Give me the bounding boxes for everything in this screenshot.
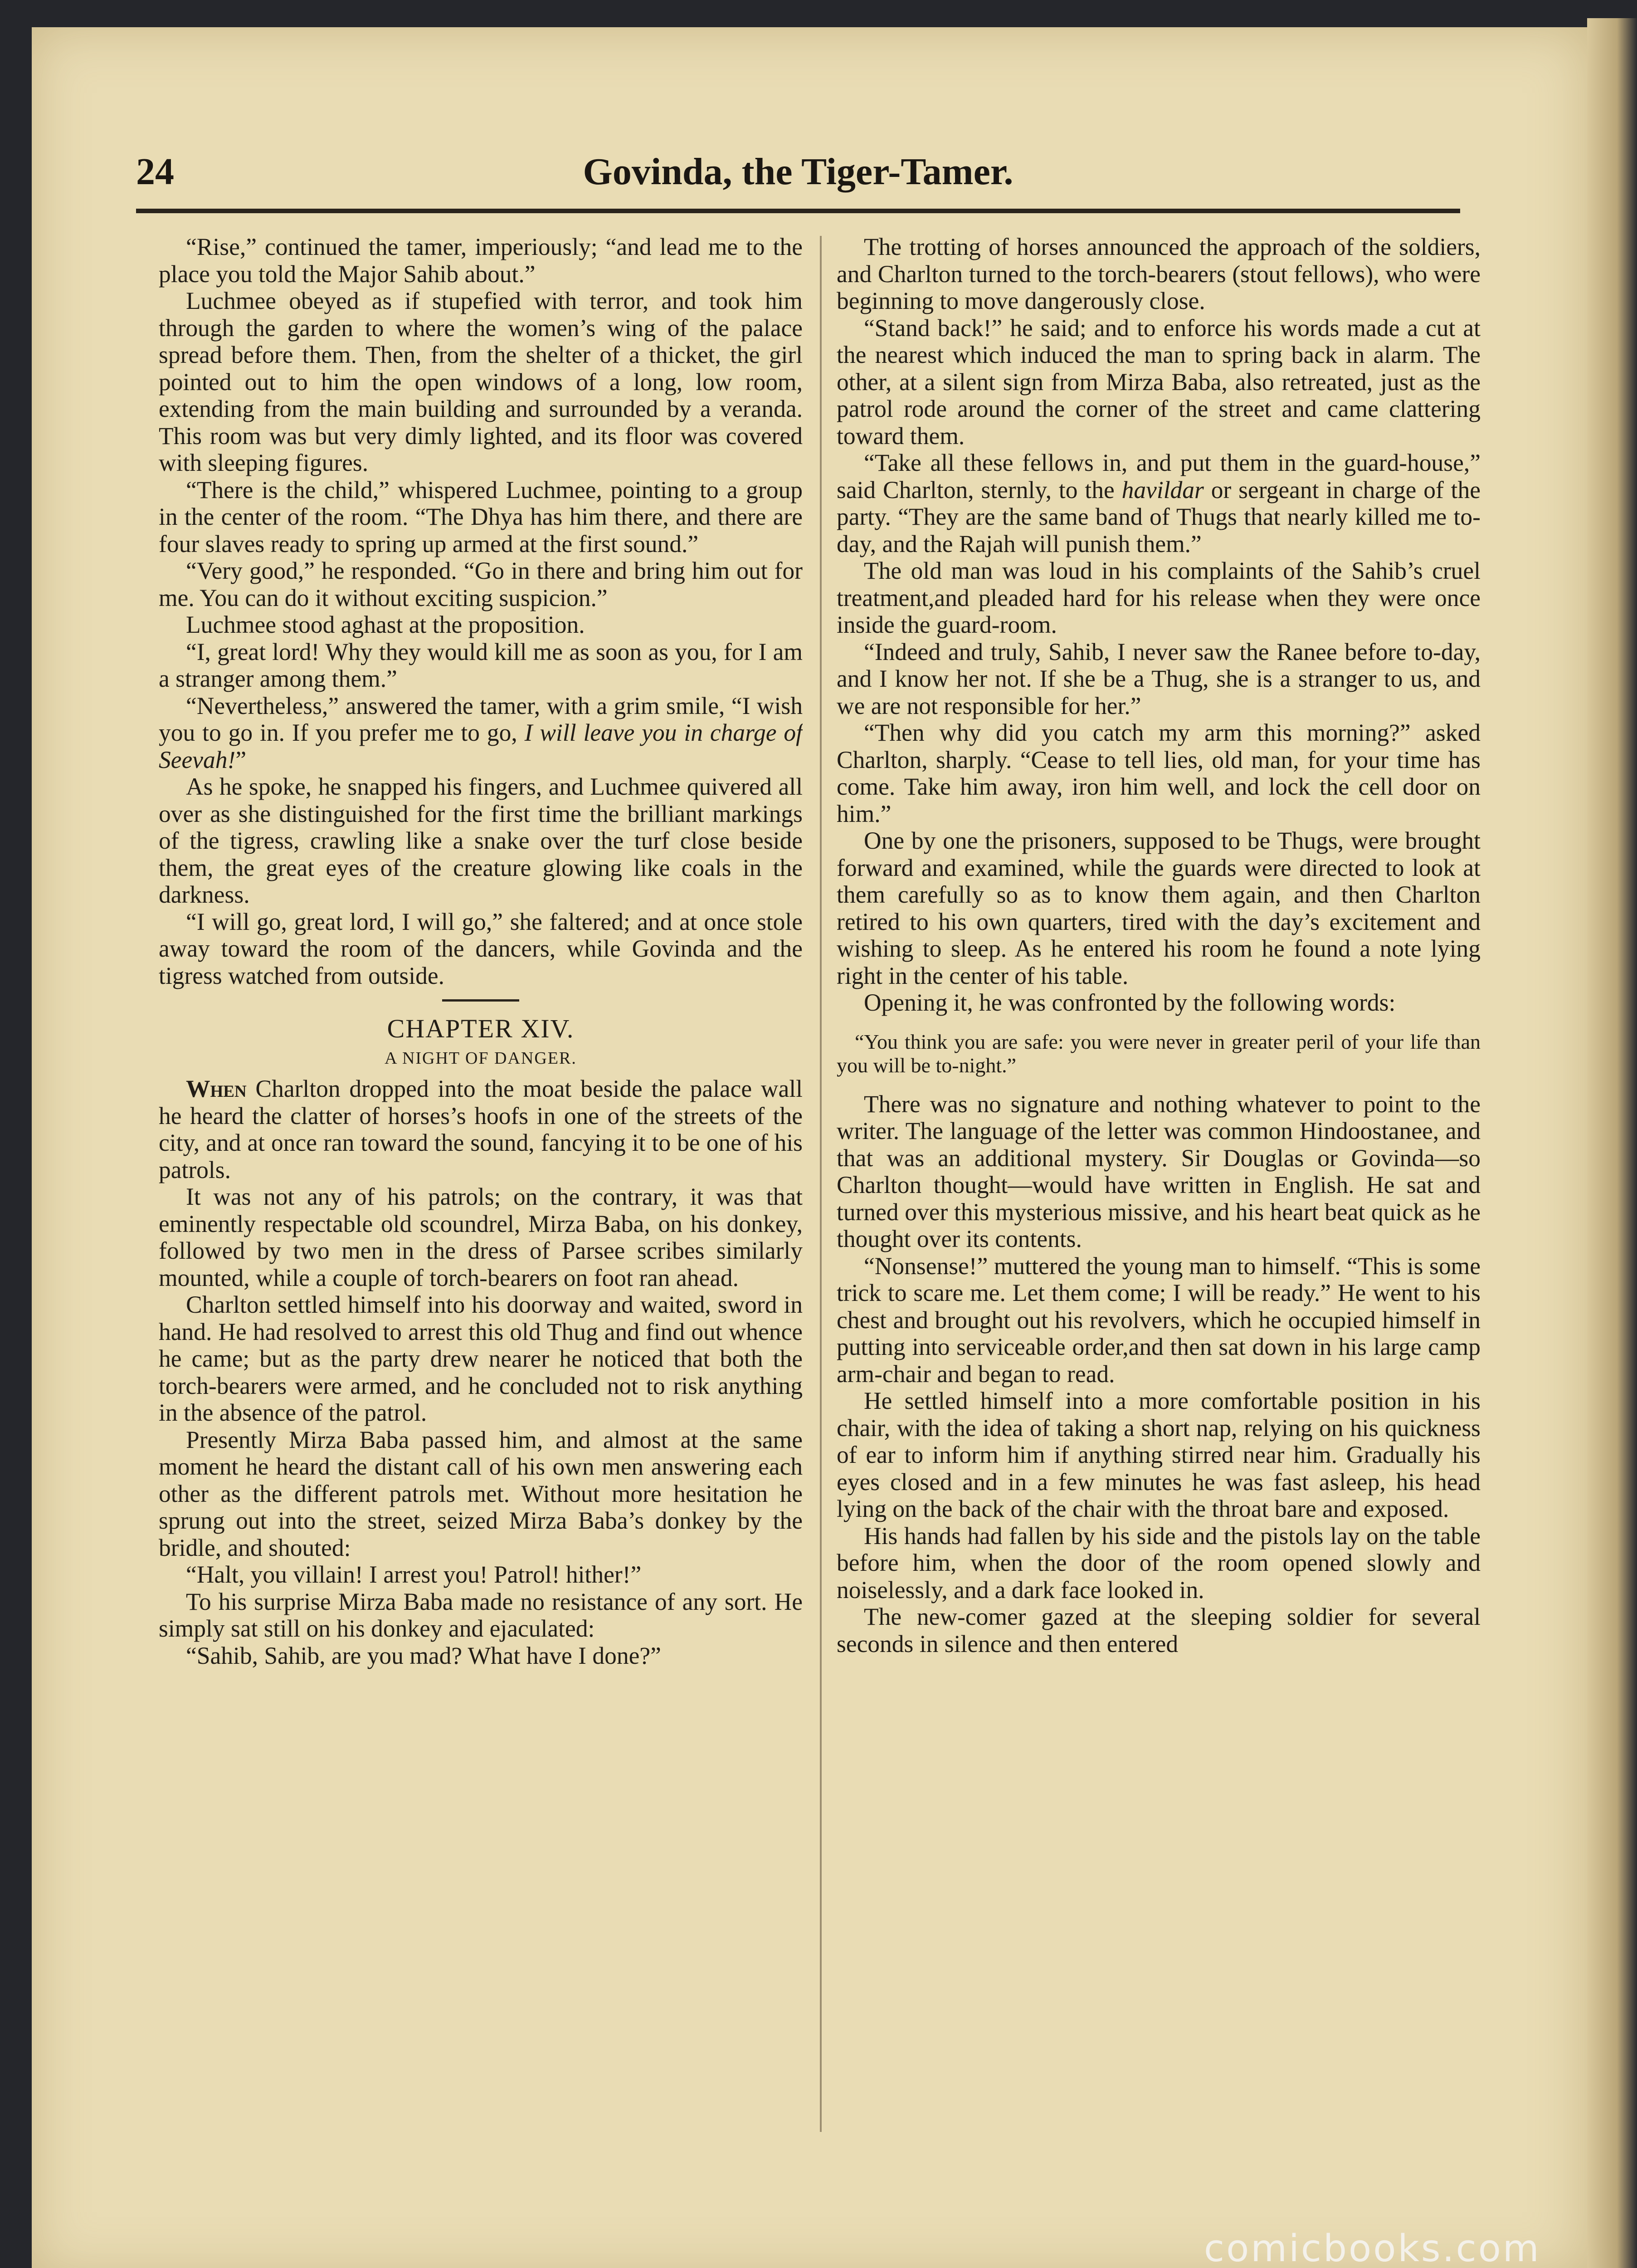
paragraph: “Very good,” he responded. “Go in there and bring him out for me. You can do it without exciting suspicion.” (159, 557, 803, 611)
chapter-subtitle: A NIGHT OF DANGER. (385, 1048, 577, 1068)
paragraph: There was no signature and nothing whatever to point to the writer. The language of the letter was common Hindoostanee, and that was an additional mystery. Sir Douglas or Govinda—so Charlton thought—would have written in English. He sat and turned over this mysterious missive, and his heart beat quick as he thought over its contents. (837, 1090, 1481, 1252)
text-run: “Nevertheless,” answered the tamer, with a grim smile, “I wish you to go in. If you prefer me to go, (159, 692, 803, 746)
paragraph: “Stand back!” he said; and to enforce his words made a cut at the nearest which induced the man to spring back in alarm. The other, at a silent sign from Mirza Baba, also retreated, just as the patrol rode around the corner of the street and came clattering toward them. (837, 314, 1481, 450)
italic-text: havildar (1121, 476, 1204, 503)
paragraph: One by one the prisoners, supposed to be Thugs, were brought forward and examined, while the guards were directed to look at them carefully so as to know them again, and then Charlton retired to his own quarters, tired with the day’s excitement and wishing to sleep. As he entered his room he found a note lying right in the center of his table. (837, 827, 1481, 989)
paragraph: To his surprise Mirza Baba made no resistance of any sort. He simply sat still on his donkey and ejaculated: (159, 1588, 803, 1642)
paragraph: He settled himself into a more comfortable position in his chair, with the idea of taking a short nap, relying on his quickness of ear to inform him if anything stirred near him. Gradually his eyes closed and in a few minutes he was fast asleep, his head lying on the back of the chair with the throat bare and exposed. (837, 1387, 1481, 1522)
paragraph: Luchmee obeyed as if stupefied with terror, and took him through the garden to where the women’s wing of the palace spread before them. Then, from the shelter of a thicket, the girl pointed out to him the open windows of a long, low room, extending from the main building and surrounded by a veranda. This room was but very dimly lighted, and its floor was covered with sleeping figures. (159, 287, 803, 476)
running-title: Govinda, the Tiger-Tamer. (583, 151, 1013, 193)
paragraph: “Nonsense!” muttered the young man to himself. “This is some trick to scare me. Let them come; I will be ready.” He went to his chest and brought out his revolvers, which he occupied himself in putting into serviceable order,and then sat down in his large camp arm-chair and began to read. (837, 1252, 1481, 1388)
paragraph: The trotting of horses announced the approach of the soldiers, and Charlton turned to the torch-bearers (stout fellows), who were beginning to move dangerously close. (837, 234, 1481, 314)
watermark: comicbooks.com (1204, 2227, 1541, 2268)
section-separator (442, 999, 519, 1002)
text-run: “Take all these fellows in, and put them in the guard-house,” said Charlton, sternly, to the (837, 449, 1481, 503)
text-run: or sergeant in charge of the party. “They are the same band of Thugs that nearly killed me to-day, and the Rajah will punish them.” (837, 476, 1481, 557)
paragraph: “Indeed and truly, Sahib, I never saw the Ranee before to-day, and I know her not. If she be a Thug, she is a stranger to us, and we are not responsible for her.” (837, 638, 1481, 719)
paragraph: The new-comer gazed at the sleeping soldier for several seconds in silence and then entered (837, 1603, 1481, 1657)
right-column (837, 234, 1481, 2130)
paragraph: As he spoke, he snapped his fingers, and Luchmee quivered all over as she distinguished for the first time the brilliant markings of the tigress, crawling like a snake over the turf close beside them, the great eyes of the creature glowing like coals in the darkness. (159, 773, 803, 908)
page-header (136, 150, 1460, 204)
paragraph: “I will go, great lord, I will go,” she faltered; and at once stole away toward the room of the dancers, while Govinda and the tigress watched from outside. (159, 908, 803, 989)
paragraph (159, 1075, 803, 1183)
text-run: ” (235, 746, 247, 773)
paragraph: Luchmee stood aghast at the proposition. (186, 611, 585, 638)
page-number: 24 (136, 151, 174, 193)
paragraph: “Halt, you villain! I arrest you! Patrol! hither!” (186, 1561, 642, 1588)
paragraph: Presently Mirza Baba passed him, and almost at the same moment he heard the distant call of his own men answering each other as the different patrols met. Without more hesitation he sprung out into the street, seized Mirza Baba’s donkey by the bridle, and shouted: (159, 1426, 803, 1561)
paragraph: “Sahib, Sahib, are you mad? What have I done?” (186, 1642, 661, 1669)
lead-word: When (186, 1075, 247, 1102)
page-edge (1587, 18, 1637, 2268)
paragraph: The old man was loud in his complaints of the Sahib’s cruel treatment,and pleaded hard for his release when they were once inside the guard-room. (837, 557, 1481, 638)
paragraph: “Rise,” continued the tamer, imperiously; “and lead me to the place you told the Major Sahib about.” (159, 234, 803, 288)
paragraph: It was not any of his patrols; on the contrary, it was that eminently respectable old scoundrel, Mirza Baba, on his donkey, followed by two men in the dress of Parsee scribes similarly mounted, while a couple of torch-bearers on foot ran ahead. (159, 1183, 803, 1291)
paragraph: Opening it, he was confronted by the following words: (864, 989, 1396, 1016)
chapter-heading: CHAPTER XIV. (387, 1014, 575, 1043)
column-divider (820, 236, 822, 2132)
paragraph: “There is the child,” whispered Luchmee, pointing to a group in the center of the room. “The Dhya has him there, and there are four slaves ready to spring up armed at the first sound.” (159, 476, 803, 557)
italic-text: I will leave you in charge of Seevah! (159, 719, 803, 773)
paragraph (837, 450, 1481, 557)
letter-quote: “You think you are safe: you were never in greater peril of your life than you will be to-night.” (837, 1030, 1481, 1077)
header-rule (136, 209, 1460, 213)
paragraph: “I, great lord! Why they would kill me as soon as you, for I am a stranger among them.” (159, 638, 803, 692)
paragraph: Charlton settled himself into his doorway and waited, sword in hand. He had resolved to arrest this old Thug and find out whence he came; but as the party drew nearer he noticed that both the torch-bearers were armed, and he concluded not to risk anything in the absence of the patrol. (159, 1291, 803, 1426)
text-run: Charlton dropped into the moat beside the palace wall he heard the clatter of horses’s hoofs in one of the streets of the city, and at once ran toward the sound, fancying it to be one of his patrols. (159, 1075, 803, 1183)
paragraph: His hands had fallen by his side and the pistols lay on the table before him, when the door of the room opened slowly and noiselessly, and a dark face looked in. (837, 1522, 1481, 1603)
left-column (159, 234, 803, 2130)
paragraph: “Then why did you catch my arm this morning?” asked Charlton, sharply. “Cease to tell lies, old man, for your time has come. Take him away, iron him well, and lock the cell door on him.” (837, 719, 1481, 827)
paragraph (159, 693, 803, 774)
